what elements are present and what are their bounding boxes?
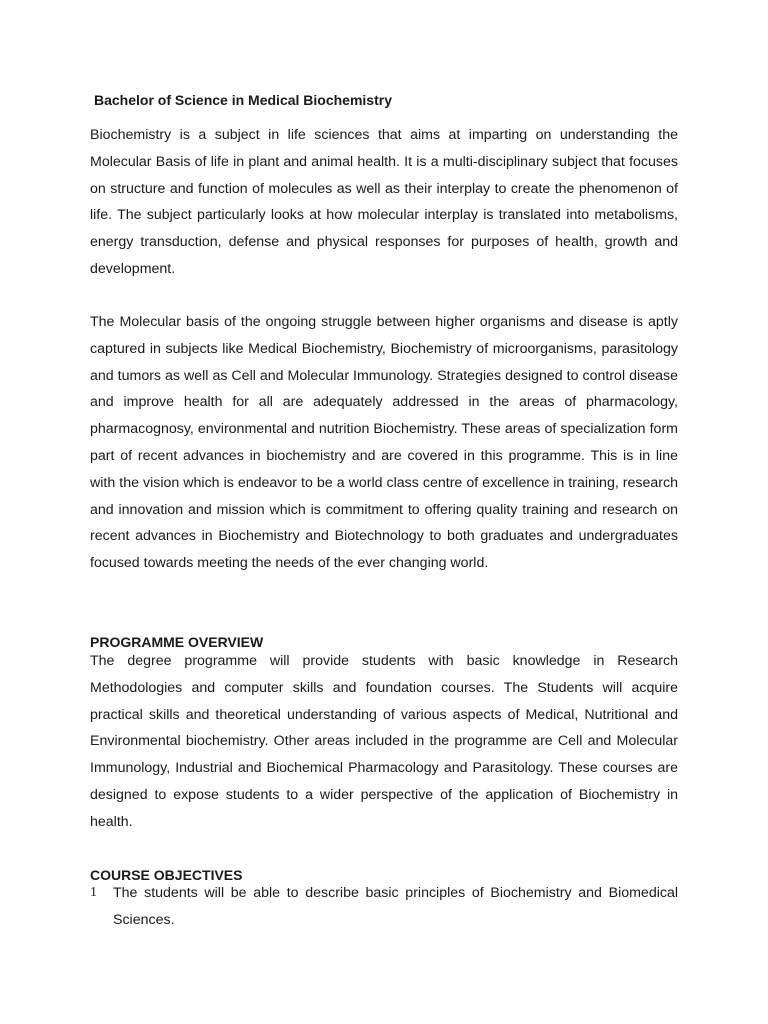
list-item-number: 1 xyxy=(90,885,97,900)
intro-paragraph: Biochemistry is a subject in life sciences that aims at imparting on understanding the Molecular Basis of life in plant and animal health. It is a multi-disciplinary subject that focuses on structure and function of molecules as well as their interplay to create the phenomenon of life. The subject particularly looks at how molecular interplay is translated into metabolisms, energy transduction, defense and physical responses for purposes of health, growth and development. xyxy=(90,127,678,277)
molecular-basis-paragraph: The Molecular basis of the ongoing struggle between higher organisms and disease is aptly captured in subjects like Medical Biochemistry, Biochemistry of microorganisms, parasitology and tumors as well as Cell and Molecular Immunology. Strategies designed to control disease and improve health for all are adequately addressed in the areas of pharmacology, pharmacognosy, environmental and nutrition Biochemistry. These areas of specialization form part of recent advances in biochemistry and are covered in this programme. This is in line with the vision which is endeavor to be a world class centre of excellence in training, research and innovation and mission which is commitment to offering quality training and research on recent advances in Biochemistry and Biotechnology to both graduates and undergraduates focused towards meeting the needs of the ever changing world. xyxy=(90,314,678,572)
course-objectives-heading: COURSE OBJECTIVES xyxy=(90,867,243,883)
list-item xyxy=(90,880,678,934)
programme-overview-paragraph: The degree programme will provide students with basic knowledge in Research Methodologies and computer skills and foundation courses. The Students will acquire practical skills and theoretical understanding of various aspects of Medical, Nutritional and Environmental biochemistry. Other areas included in the programme are Cell and Molecular Immunology, Industrial and Biochemical Pharmacology and Parasitology. These courses are designed to expose students to a wider perspective of the application of Biochemistry in health. xyxy=(90,653,678,830)
objectives-list xyxy=(90,880,678,934)
document-title: Bachelor of Science in Medical Biochemistry xyxy=(94,92,392,108)
list-item-text: The students will be able to describe basic principles of Biochemistry and Biomedical Sciences. xyxy=(113,885,678,928)
programme-overview-heading: PROGRAMME OVERVIEW xyxy=(90,634,264,650)
